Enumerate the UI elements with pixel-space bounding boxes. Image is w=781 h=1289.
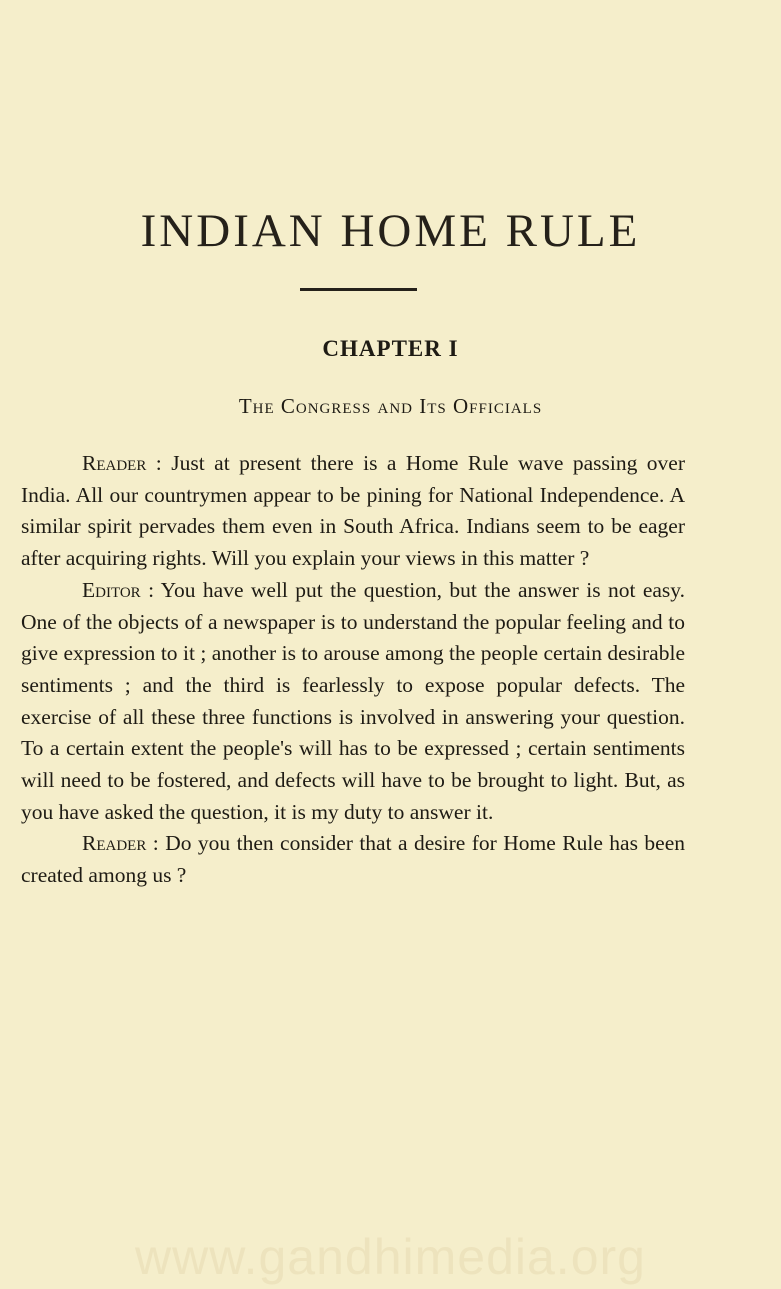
chapter-body [21,448,685,892]
title-rule [300,288,417,291]
speaker-label: Reader [82,451,147,475]
watermark-text: www.gandhimedia.org [135,1229,646,1285]
paragraph-text: : Do you then consider that a desire for Home Rule has been created among us ? [21,831,685,888]
paragraph-text: : You have well put the question, but the answer is not easy. One of the objects of a newspaper is to understand the popular feeling and to give expression to it ; another is to arouse among the people certain desirable sentiments ; and the third is fearlessly to expose popular defects. The exercise of all these three functions is involved in answering your question. To a certain extent the people's will has to be expressed ; certain sentiments will need to be fostered, and defects will have to be brought to light. But, as you have asked the question, it is my duty to answer it. [21,577,685,824]
speaker-label: Reader [82,831,147,856]
chapter-subtitle: The Congress and Its Officials [238,394,543,418]
chapter-heading: CHAPTER I [322,336,459,361]
paragraph-reader-2 [21,828,685,891]
paragraph-editor-1 [21,575,685,829]
book-title: INDIAN HOME RULE [140,205,641,257]
paragraph-text: : Just at present there is a Home Rule wave passing over India. All our countrymen appear to be pining for National Independence. A similar spirit pervades them even in South Africa. Indians seem to be eager after acquiring rights. Will you explain your views in this matter ? [21,451,685,571]
paragraph-reader-1 [21,448,685,575]
speaker-label: Editor [82,577,141,602]
